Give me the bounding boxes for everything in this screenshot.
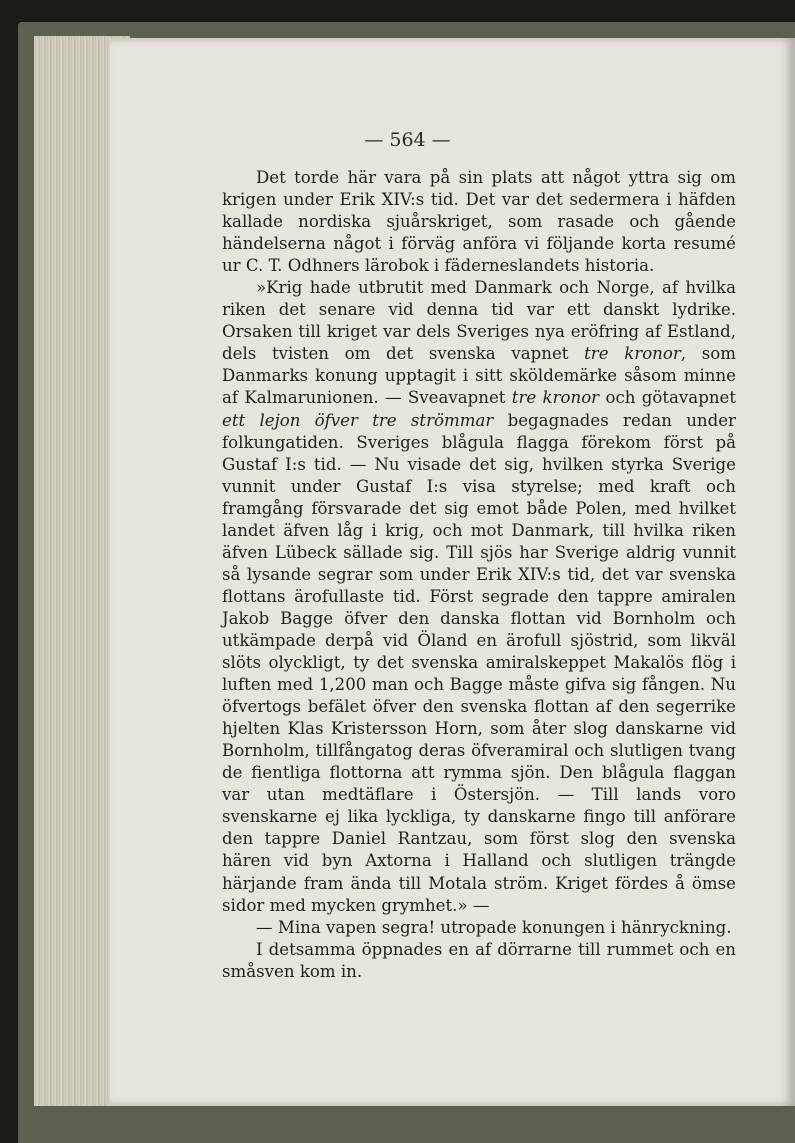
paragraph-3: — Mina vapen segra! utropade konungen i hänryckning. [256, 917, 732, 937]
body-text [222, 167, 736, 983]
page-number: — 564 — [364, 129, 451, 151]
paragraph-4: I detsamma öppnades en af dörrarne till rummet och en småsven kom in. [222, 939, 736, 981]
paragraph-1: Det torde här vara på sin plats att något yttra sig om krigen under Erik XIV:s tid. Det var det sedermera i häfden kallade nordiska sjuårskriget, som rasade och gående händelserna något i förväg anföra vi följande korta resumé ur C. T. Odhners lärobok i fäderneslandets historia. [222, 168, 736, 276]
paragraph-2: »Krig hade utbrutit med Danmark och Norge, af hvilka riken det senare vid denna tid var ett danskt lydrike. Orsaken till kriget var dels Sveriges nya eröfring af Estland, dels tvisten om det svenska vapnet tre kronor, som Danmarks konung upptagit i sitt sköldemärke såsom minne af Kalmarunionen. — Sveavapnet tre kronor och götavapnet ett lejon öfver tre strömmar begagnades redan under folkungatiden. Sveriges blågula flagga förekom först på Gustaf I:s tid. — Nu visade det sig, hvilken styrka Sverige vunnit under Gustaf I:s visa styrelse; med kraft och framgång försvarade det sig emot både Polen, med hvilket landet äfven låg i krig, och mot Danmark, till hvilka riken äfven Lübeck sällade sig. Till sjös har Sverige aldrig vunnit så lysande segrar som under Erik XIV:s tid, det var svenska flottans ärofullaste tid. Först segrade den tappre amiralen Jakob Bagge öfver den danska flottan vid Bornholm och utkämpade derpå vid Öland en ärofull sjöstrid, som likväl slöts olyckligt, ty det svenska amiralskeppet Makalös flög i luften med 1,200 man och Bagge måste gifva sig fången. Nu öfvertogs befälet öfver den svenska flottan af den segerrike hjelten Klas Kristersson Horn, som åter slog danskarne vid Bornholm, tillfångatog deras öfveramiral och slutligen tvang de fientliga flottorna att rymma sjön. Den blågula flaggan var utan medtäflare i Östersjön. — Till lands voro svenskarne ej lika lyckliga, ty danskarne fingo till anförare den tappre Daniel Rantzau, som först slog den svenska hären vid byn Axtorna i Halland och slutligen trängde härjande fram ända till Motala ström. Kriget fördes å ömse sidor med mycken grymhet.» — [222, 278, 736, 915]
